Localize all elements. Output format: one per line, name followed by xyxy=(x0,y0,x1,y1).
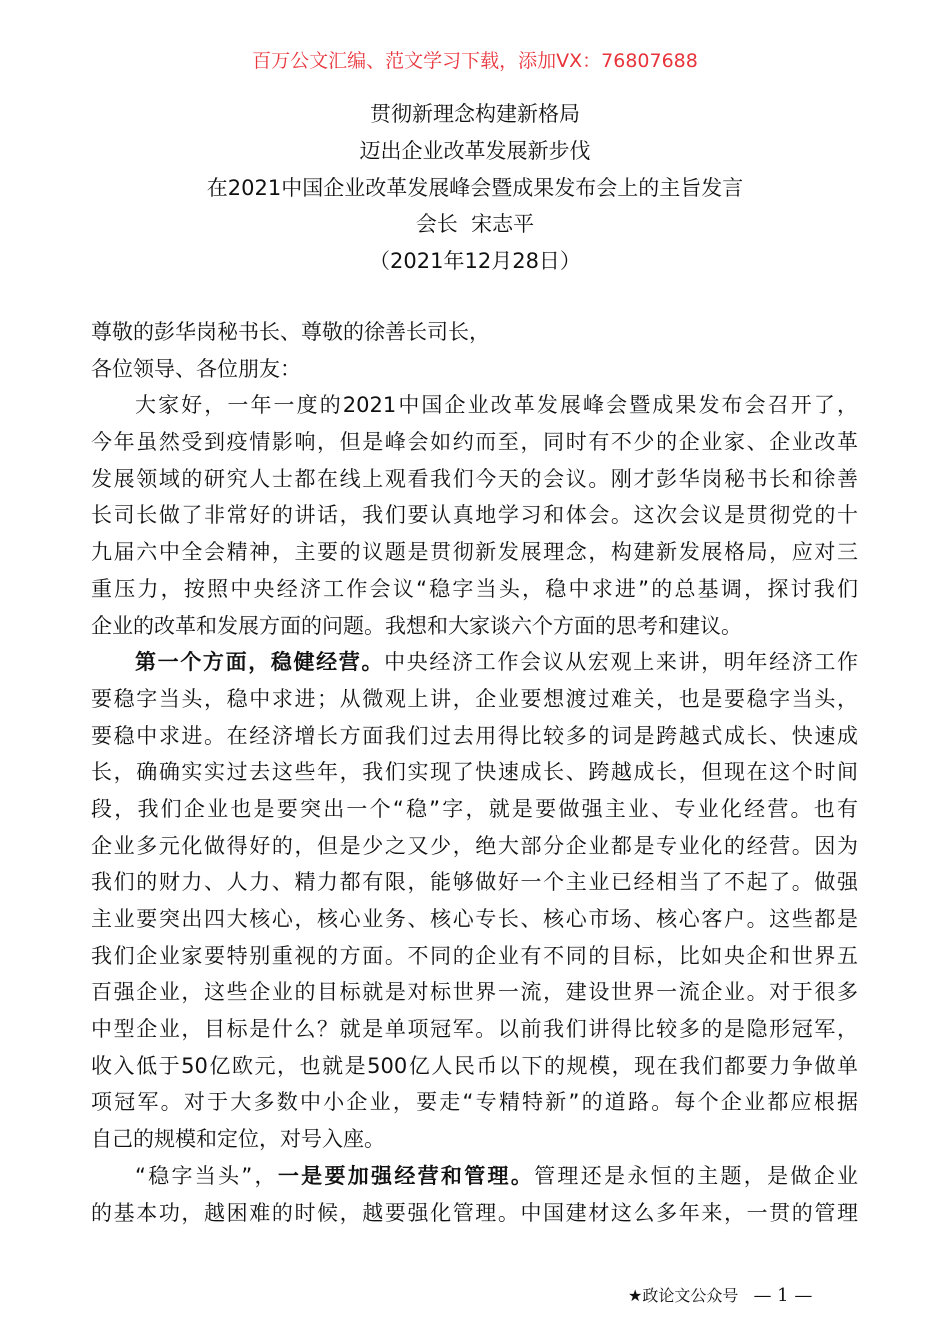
body-line xyxy=(91,351,858,388)
line-text: 百强企业，这些企业的目标就是对标世界一流，建设世界一流企业。对于很多 xyxy=(91,980,858,1005)
line-text: 我们的财力、人力、精力都有限，能够做好一个主业已经相当了不起了。做强 xyxy=(91,870,858,895)
body-line xyxy=(91,608,858,645)
bold-heading: 第一个方面，稳健经营。 xyxy=(135,650,385,675)
body-line xyxy=(91,938,858,975)
speaker-line: 会长 宋志平 xyxy=(415,212,535,237)
body-line xyxy=(91,424,858,461)
body-line xyxy=(91,387,858,424)
line-text: 长，确确实实过去这些年，我们实现了快速成长、跨越成长，但现在这个时间 xyxy=(91,760,858,785)
page-number: — 1 — xyxy=(753,1285,813,1306)
line-text: 段，我们企业也是要突出一个“稳”字，就是要做强主业、专业化经营。也有 xyxy=(91,796,858,821)
body-line xyxy=(91,1011,858,1048)
line-text: 发展领域的研究人士都在线上观看我们今天的会议。刚才彭华岗秘书长和徐善 xyxy=(91,466,858,491)
body-line xyxy=(91,754,858,791)
line-text: 中央经济工作会议从宏观上来讲，明年经济工作 xyxy=(384,650,859,675)
body-line xyxy=(91,791,858,828)
subtitle-line: 迈出企业改革发展新步伐 xyxy=(359,138,591,163)
body-line xyxy=(91,718,858,755)
body-line xyxy=(91,497,858,534)
body-line xyxy=(91,314,858,351)
body-line xyxy=(91,461,858,498)
body-line xyxy=(91,534,858,571)
body-line xyxy=(91,864,858,901)
line-text: 的基本功，越困难的时候，越要强化管理。中国建材这么多年来，一贯的管理 xyxy=(91,1200,858,1225)
line-text: 主业要突出四大核心，核心业务、核心专长、核心市场、核心客户。这些都是 xyxy=(91,907,858,931)
line-text: 各位领导、各位朋友： xyxy=(91,356,301,381)
date-line: （2021年12月28日） xyxy=(369,249,581,274)
line-text: 企业多元化做得好的，但是少之又少，绝大部分企业都是专业化的经营。因为 xyxy=(91,833,858,858)
line-text: “稳字当头”， xyxy=(135,1163,278,1188)
body-line xyxy=(91,1121,858,1158)
body-line xyxy=(91,1084,858,1121)
line-text: 管理还是永恒的主题，是做企业 xyxy=(534,1163,858,1188)
line-text: 我们企业家要特别重视的方面。不同的企业有不同的目标，比如央企和世界五 xyxy=(91,943,858,968)
line-text: 项冠军。对于大多数中小企业，要走“专精特新”的道路。每个企业都应根据 xyxy=(91,1090,858,1115)
title-line: 贯彻新理念构建新格局 xyxy=(370,102,580,126)
line-text: 重压力，按照中央经济工作会议“稳字当头，稳中求进”的总基调，探讨我们 xyxy=(91,576,858,601)
document-title xyxy=(0,96,950,280)
body-line xyxy=(91,681,858,718)
line-text: 今年虽然受到疫情影响，但是峰会如约而至，同时有不少的企业家、企业改革 xyxy=(91,430,858,455)
occasion-line: 在2021中国企业改革发展峰会暨成果发布会上的主旨发言 xyxy=(206,175,744,200)
body-line xyxy=(91,828,858,865)
line-text: 大家好，一年一度的2021中国企业改革发展峰会暨成果发布会召开了， xyxy=(135,393,858,418)
body-line xyxy=(91,974,858,1011)
body-line xyxy=(91,1048,858,1085)
line-text: 长司长做了非常好的讲话，我们要认真地学习和体会。这次会议是贯彻党的十 xyxy=(91,503,858,528)
body-line xyxy=(91,644,858,681)
footer-source: ★政论文公众号 xyxy=(628,1286,739,1305)
line-text: 要稳中求进。在经济增长方面我们过去用得比较多的词是跨越式成长、快速成 xyxy=(91,723,858,748)
line-text: 尊敬的彭华岗秘书长、尊敬的徐善长司长， xyxy=(91,320,490,344)
body-line xyxy=(91,1158,858,1195)
body-line xyxy=(91,1195,858,1232)
line-text: 收入低于50亿欧元，也就是500亿人民币以下的规模，现在我们都要力争做单 xyxy=(91,1053,858,1078)
body-line xyxy=(91,901,858,938)
line-text: 中型企业，目标是什么？就是单项冠军。以前我们讲得比较多的是隐形冠军， xyxy=(91,1017,858,1042)
line-text: 企业的改革和发展方面的问题。我想和大家谈六个方面的思考和建议。 xyxy=(91,613,742,638)
line-text: 九届六中全会精神，主要的议题是贯彻新发展理念，构建新发展格局，应对三 xyxy=(91,540,858,565)
document-body xyxy=(91,314,858,1231)
page-footer xyxy=(628,1283,812,1306)
bold-heading: 一是要加强经营和管理。 xyxy=(277,1163,535,1188)
header-note: 百万公文汇编、范文学习下载，添加VX：76807688 xyxy=(252,50,698,72)
body-line xyxy=(91,571,858,608)
line-text: 自己的规模和定位，对号入座。 xyxy=(91,1127,385,1152)
line-text: 要稳字当头，稳中求进；从微观上讲，企业要想渡过难关，也是要稳字当头， xyxy=(91,686,858,711)
